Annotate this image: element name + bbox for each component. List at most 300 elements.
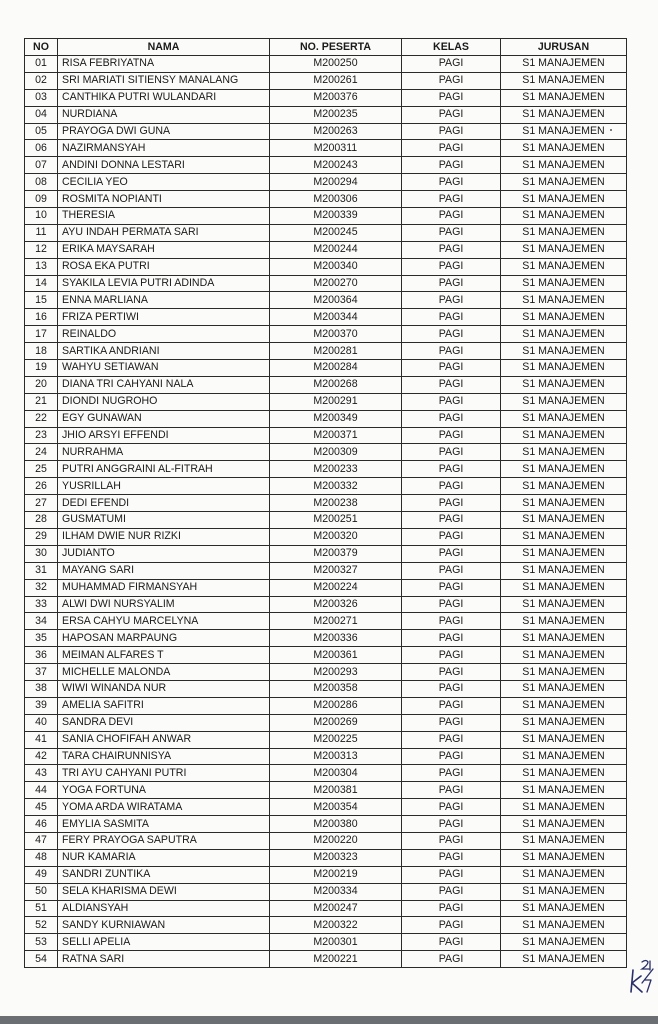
row-kelas: PAGI — [402, 106, 501, 123]
handwritten-initial-icon — [627, 956, 655, 996]
table-row — [25, 528, 627, 545]
row-no: 14 — [25, 275, 58, 292]
row-no: 44 — [25, 782, 58, 799]
row-jurusan: S1 MANAJEMEN — [501, 799, 627, 816]
row-no: 39 — [25, 697, 58, 714]
row-no: 18 — [25, 343, 58, 360]
row-nama: ROSA EKA PUTRI — [58, 258, 270, 275]
table-row — [25, 360, 627, 377]
row-no: 27 — [25, 495, 58, 512]
row-no: 22 — [25, 410, 58, 427]
row-no-peserta: M200349 — [270, 410, 402, 427]
row-no: 36 — [25, 647, 58, 664]
row-nama: SELA KHARISMA DEWI — [58, 883, 270, 900]
table-row — [25, 309, 627, 326]
row-jurusan: S1 MANAJEMEN — [501, 275, 627, 292]
row-kelas: PAGI — [402, 782, 501, 799]
row-kelas: PAGI — [402, 917, 501, 934]
row-no-peserta: M200371 — [270, 427, 402, 444]
row-kelas: PAGI — [402, 866, 501, 883]
row-kelas: PAGI — [402, 241, 501, 258]
table-header-row — [25, 39, 627, 56]
row-kelas: PAGI — [402, 596, 501, 613]
row-nama: SANDRA DEVI — [58, 714, 270, 731]
row-jurusan: S1 MANAJEMEN — [501, 410, 627, 427]
row-no: 42 — [25, 748, 58, 765]
table-row — [25, 579, 627, 596]
row-no: 09 — [25, 191, 58, 208]
row-kelas: PAGI — [402, 123, 501, 140]
row-no: 01 — [25, 56, 58, 73]
row-no-peserta: M200332 — [270, 478, 402, 495]
row-jurusan: S1 MANAJEMEN — [501, 917, 627, 934]
row-no: 06 — [25, 140, 58, 157]
row-no: 33 — [25, 596, 58, 613]
row-kelas: PAGI — [402, 832, 501, 849]
row-kelas: PAGI — [402, 174, 501, 191]
row-jurusan: S1 MANAJEMEN — [501, 664, 627, 681]
row-no: 52 — [25, 917, 58, 934]
row-kelas: PAGI — [402, 951, 501, 968]
row-no: 07 — [25, 157, 58, 174]
row-nama: SRI MARIATI SITIENSY MANALANG — [58, 72, 270, 89]
row-jurusan: S1 MANAJEMEN — [501, 376, 627, 393]
table-row — [25, 647, 627, 664]
table-row — [25, 832, 627, 849]
row-no: 45 — [25, 799, 58, 816]
row-nama: YOGA FORTUNA — [58, 782, 270, 799]
row-kelas: PAGI — [402, 56, 501, 73]
row-no-peserta: M200340 — [270, 258, 402, 275]
row-kelas: PAGI — [402, 89, 501, 106]
row-no-peserta: M200225 — [270, 731, 402, 748]
row-jurusan: S1 MANAJEMEN — [501, 258, 627, 275]
row-jurusan: S1 MANAJEMEN — [501, 191, 627, 208]
row-nama: AMELIA SAFITRI — [58, 697, 270, 714]
table-row — [25, 748, 627, 765]
row-no-peserta: M200320 — [270, 528, 402, 545]
row-kelas: PAGI — [402, 731, 501, 748]
row-jurusan: S1 MANAJEMEN — [501, 934, 627, 951]
row-jurusan: S1 MANAJEMEN — [501, 748, 627, 765]
row-nama: RISA FEBRIYATNA — [58, 56, 270, 73]
table-row — [25, 680, 627, 697]
row-nama: WAHYU SETIAWAN — [58, 360, 270, 377]
row-nama: ALWI DWI NURSYALIM — [58, 596, 270, 613]
row-no-peserta: M200244 — [270, 241, 402, 258]
row-no-peserta: M200224 — [270, 579, 402, 596]
row-no: 49 — [25, 866, 58, 883]
row-nama: CECILIA YEO — [58, 174, 270, 191]
row-no-peserta: M200379 — [270, 545, 402, 562]
row-kelas: PAGI — [402, 140, 501, 157]
row-nama: SYAKILA LEVIA PUTRI ADINDA — [58, 275, 270, 292]
table-row — [25, 208, 627, 225]
row-nama: DIONDI NUGROHO — [58, 393, 270, 410]
row-nama: MAYANG SARI — [58, 562, 270, 579]
row-nama: ALDIANSYAH — [58, 900, 270, 917]
row-jurusan: S1 MANAJEMEN — [501, 630, 627, 647]
header-nama: NAMA — [58, 39, 270, 56]
row-nama: FRIZA PERTIWI — [58, 309, 270, 326]
table-row — [25, 224, 627, 241]
row-no: 38 — [25, 680, 58, 697]
table-row — [25, 174, 627, 191]
table-row — [25, 343, 627, 360]
row-kelas: PAGI — [402, 157, 501, 174]
row-kelas: PAGI — [402, 562, 501, 579]
row-jurusan: S1 MANAJEMEN — [501, 714, 627, 731]
row-nama: ROSMITA NOPIANTI — [58, 191, 270, 208]
row-no: 23 — [25, 427, 58, 444]
row-jurusan: S1 MANAJEMEN — [501, 140, 627, 157]
row-kelas: PAGI — [402, 664, 501, 681]
row-kelas: PAGI — [402, 461, 501, 478]
row-kelas: PAGI — [402, 934, 501, 951]
row-nama: JHIO ARSYI EFFENDI — [58, 427, 270, 444]
row-jurusan: S1 MANAJEMEN — [501, 478, 627, 495]
row-jurusan: S1 MANAJEMEN — [501, 951, 627, 968]
row-kelas: PAGI — [402, 275, 501, 292]
row-jurusan: S1 MANAJEMEN — [501, 461, 627, 478]
row-kelas: PAGI — [402, 697, 501, 714]
row-no: 25 — [25, 461, 58, 478]
row-kelas: PAGI — [402, 292, 501, 309]
row-jurusan: S1 MANAJEMEN — [501, 579, 627, 596]
row-kelas: PAGI — [402, 495, 501, 512]
participant-table — [24, 38, 627, 968]
row-nama: MUHAMMAD FIRMANSYAH — [58, 579, 270, 596]
row-no-peserta: M200293 — [270, 664, 402, 681]
row-no-peserta: M200354 — [270, 799, 402, 816]
row-jurusan: S1 MANAJEMEN — [501, 56, 627, 73]
row-no-peserta: M200221 — [270, 951, 402, 968]
row-no-peserta: M200269 — [270, 714, 402, 731]
row-jurusan: S1 MANAJEMEN — [501, 765, 627, 782]
header-no: NO — [25, 39, 58, 56]
table-row — [25, 72, 627, 89]
row-kelas: PAGI — [402, 799, 501, 816]
row-no-peserta: M200376 — [270, 89, 402, 106]
row-no: 11 — [25, 224, 58, 241]
table-row — [25, 326, 627, 343]
row-jurusan: S1 MANAJEMEN — [501, 224, 627, 241]
row-no-peserta: M200219 — [270, 866, 402, 883]
table-row — [25, 393, 627, 410]
row-no-peserta: M200327 — [270, 562, 402, 579]
row-no-peserta: M200281 — [270, 343, 402, 360]
table-row — [25, 664, 627, 681]
row-jurusan: S1 MANAJEMEN — [501, 545, 627, 562]
row-no: 54 — [25, 951, 58, 968]
row-no-peserta: M200380 — [270, 816, 402, 833]
row-no-peserta: M200326 — [270, 596, 402, 613]
table-row — [25, 714, 627, 731]
table-row — [25, 478, 627, 495]
row-jurusan: S1 MANAJEMEN — [501, 123, 627, 140]
table-row — [25, 495, 627, 512]
row-no-peserta: M200243 — [270, 157, 402, 174]
row-no-peserta: M200344 — [270, 309, 402, 326]
row-no: 05 — [25, 123, 58, 140]
table-row — [25, 816, 627, 833]
row-nama: GUSMATUMI — [58, 512, 270, 529]
table-row — [25, 275, 627, 292]
row-no: 32 — [25, 579, 58, 596]
row-nama: ERSA CAHYU MARCELYNA — [58, 613, 270, 630]
row-no-peserta: M200313 — [270, 748, 402, 765]
table-row — [25, 765, 627, 782]
table-row — [25, 89, 627, 106]
header-jurusan: JURUSAN — [501, 39, 627, 56]
row-nama: NURDIANA — [58, 106, 270, 123]
row-no-peserta: M200381 — [270, 782, 402, 799]
row-no: 15 — [25, 292, 58, 309]
table-row — [25, 731, 627, 748]
row-kelas: PAGI — [402, 343, 501, 360]
table-row — [25, 697, 627, 714]
row-no-peserta: M200235 — [270, 106, 402, 123]
row-nama: TRI AYU CAHYANI PUTRI — [58, 765, 270, 782]
table-row — [25, 596, 627, 613]
row-no-peserta: M200250 — [270, 56, 402, 73]
row-nama: HAPOSAN MARPAUNG — [58, 630, 270, 647]
table-row — [25, 157, 627, 174]
row-no-peserta: M200304 — [270, 765, 402, 782]
table-body — [25, 56, 627, 968]
row-jurusan: S1 MANAJEMEN — [501, 106, 627, 123]
row-nama: JUDIANTO — [58, 545, 270, 562]
row-no-peserta: M200306 — [270, 191, 402, 208]
scan-speck — [610, 129, 612, 131]
row-no-peserta: M200233 — [270, 461, 402, 478]
row-kelas: PAGI — [402, 680, 501, 697]
row-no-peserta: M200361 — [270, 647, 402, 664]
row-nama: AYU INDAH PERMATA SARI — [58, 224, 270, 241]
row-nama: SANDRI ZUNTIKA — [58, 866, 270, 883]
table-row — [25, 799, 627, 816]
row-no-peserta: M200370 — [270, 326, 402, 343]
row-kelas: PAGI — [402, 360, 501, 377]
row-no: 19 — [25, 360, 58, 377]
row-jurusan: S1 MANAJEMEN — [501, 697, 627, 714]
row-jurusan: S1 MANAJEMEN — [501, 680, 627, 697]
row-kelas: PAGI — [402, 714, 501, 731]
table-row — [25, 849, 627, 866]
row-nama: FERY PRAYOGA SAPUTRA — [58, 832, 270, 849]
row-no: 50 — [25, 883, 58, 900]
row-no: 24 — [25, 444, 58, 461]
row-no-peserta: M200261 — [270, 72, 402, 89]
row-no: 17 — [25, 326, 58, 343]
header-no-peserta: NO. PESERTA — [270, 39, 402, 56]
row-no: 31 — [25, 562, 58, 579]
row-no-peserta: M200339 — [270, 208, 402, 225]
row-no: 13 — [25, 258, 58, 275]
row-nama: DIANA TRI CAHYANI NALA — [58, 376, 270, 393]
row-no-peserta: M200268 — [270, 376, 402, 393]
row-kelas: PAGI — [402, 444, 501, 461]
row-kelas: PAGI — [402, 376, 501, 393]
row-kelas: PAGI — [402, 393, 501, 410]
row-no: 47 — [25, 832, 58, 849]
row-no: 43 — [25, 765, 58, 782]
row-no: 12 — [25, 241, 58, 258]
table-row — [25, 512, 627, 529]
row-no-peserta: M200322 — [270, 917, 402, 934]
row-no: 30 — [25, 545, 58, 562]
row-nama: PRAYOGA DWI GUNA — [58, 123, 270, 140]
row-kelas: PAGI — [402, 528, 501, 545]
table-row — [25, 376, 627, 393]
row-jurusan: S1 MANAJEMEN — [501, 241, 627, 258]
row-no-peserta: M200301 — [270, 934, 402, 951]
row-nama: ANDINI DONNA LESTARI — [58, 157, 270, 174]
row-kelas: PAGI — [402, 478, 501, 495]
row-no: 26 — [25, 478, 58, 495]
table-row — [25, 444, 627, 461]
row-no-peserta: M200271 — [270, 613, 402, 630]
row-nama: ENNA MARLIANA — [58, 292, 270, 309]
table-row — [25, 562, 627, 579]
row-jurusan: S1 MANAJEMEN — [501, 512, 627, 529]
row-no: 10 — [25, 208, 58, 225]
row-jurusan: S1 MANAJEMEN — [501, 326, 627, 343]
table-row — [25, 241, 627, 258]
row-no: 35 — [25, 630, 58, 647]
row-jurusan: S1 MANAJEMEN — [501, 562, 627, 579]
row-jurusan: S1 MANAJEMEN — [501, 89, 627, 106]
row-jurusan: S1 MANAJEMEN — [501, 883, 627, 900]
row-nama: TARA CHAIRUNNISYA — [58, 748, 270, 765]
row-no-peserta: M200238 — [270, 495, 402, 512]
table-row — [25, 545, 627, 562]
row-kelas: PAGI — [402, 816, 501, 833]
row-jurusan: S1 MANAJEMEN — [501, 72, 627, 89]
row-jurusan: S1 MANAJEMEN — [501, 360, 627, 377]
table-row — [25, 630, 627, 647]
row-no-peserta: M200294 — [270, 174, 402, 191]
row-no: 02 — [25, 72, 58, 89]
row-jurusan: S1 MANAJEMEN — [501, 849, 627, 866]
table-row — [25, 883, 627, 900]
row-kelas: PAGI — [402, 224, 501, 241]
row-jurusan: S1 MANAJEMEN — [501, 444, 627, 461]
header-kelas: KELAS — [402, 39, 501, 56]
row-jurusan: S1 MANAJEMEN — [501, 731, 627, 748]
row-no: 51 — [25, 900, 58, 917]
row-jurusan: S1 MANAJEMEN — [501, 309, 627, 326]
row-jurusan: S1 MANAJEMEN — [501, 816, 627, 833]
row-jurusan: S1 MANAJEMEN — [501, 782, 627, 799]
table-row — [25, 191, 627, 208]
row-no-peserta: M200263 — [270, 123, 402, 140]
row-jurusan: S1 MANAJEMEN — [501, 208, 627, 225]
row-nama: YOMA ARDA WIRATAMA — [58, 799, 270, 816]
row-nama: NUR KAMARIA — [58, 849, 270, 866]
table-row — [25, 258, 627, 275]
row-nama: NURRAHMA — [58, 444, 270, 461]
row-kelas: PAGI — [402, 748, 501, 765]
row-no-peserta: M200245 — [270, 224, 402, 241]
row-no: 40 — [25, 714, 58, 731]
row-jurusan: S1 MANAJEMEN — [501, 528, 627, 545]
row-no: 28 — [25, 512, 58, 529]
row-nama: YUSRILLAH — [58, 478, 270, 495]
table-row — [25, 140, 627, 157]
row-kelas: PAGI — [402, 72, 501, 89]
row-no-peserta: M200323 — [270, 849, 402, 866]
row-no-peserta: M200334 — [270, 883, 402, 900]
row-no: 41 — [25, 731, 58, 748]
row-no: 48 — [25, 849, 58, 866]
row-nama: SANDY KURNIAWAN — [58, 917, 270, 934]
row-kelas: PAGI — [402, 900, 501, 917]
row-kelas: PAGI — [402, 647, 501, 664]
row-no-peserta: M200286 — [270, 697, 402, 714]
row-kelas: PAGI — [402, 410, 501, 427]
row-nama: SARTIKA ANDRIANI — [58, 343, 270, 360]
row-kelas: PAGI — [402, 765, 501, 782]
row-no: 53 — [25, 934, 58, 951]
row-no-peserta: M200247 — [270, 900, 402, 917]
table-row — [25, 461, 627, 478]
row-kelas: PAGI — [402, 309, 501, 326]
row-nama: NAZIRMANSYAH — [58, 140, 270, 157]
row-nama: MEIMAN ALFARES T — [58, 647, 270, 664]
row-kelas: PAGI — [402, 208, 501, 225]
row-jurusan: S1 MANAJEMEN — [501, 157, 627, 174]
row-jurusan: S1 MANAJEMEN — [501, 393, 627, 410]
table-row — [25, 917, 627, 934]
row-nama: DEDI EFENDI — [58, 495, 270, 512]
row-jurusan: S1 MANAJEMEN — [501, 647, 627, 664]
row-no-peserta: M200358 — [270, 680, 402, 697]
row-jurusan: S1 MANAJEMEN — [501, 343, 627, 360]
row-jurusan: S1 MANAJEMEN — [501, 596, 627, 613]
row-jurusan: S1 MANAJEMEN — [501, 900, 627, 917]
table-row — [25, 782, 627, 799]
row-kelas: PAGI — [402, 630, 501, 647]
row-nama: MICHELLE MALONDA — [58, 664, 270, 681]
row-no: 21 — [25, 393, 58, 410]
row-no-peserta: M200284 — [270, 360, 402, 377]
row-kelas: PAGI — [402, 613, 501, 630]
row-no-peserta: M200220 — [270, 832, 402, 849]
row-nama: EMYLIA SASMITA — [58, 816, 270, 833]
row-nama: REINALDO — [58, 326, 270, 343]
row-nama: WIWI WINANDA NUR — [58, 680, 270, 697]
row-no: 03 — [25, 89, 58, 106]
row-nama: THERESIA — [58, 208, 270, 225]
scan-bottom-edge — [0, 1016, 658, 1024]
row-kelas: PAGI — [402, 326, 501, 343]
table-row — [25, 123, 627, 140]
row-no: 08 — [25, 174, 58, 191]
row-jurusan: S1 MANAJEMEN — [501, 174, 627, 191]
table-row — [25, 951, 627, 968]
table-row — [25, 292, 627, 309]
row-no-peserta: M200364 — [270, 292, 402, 309]
row-jurusan: S1 MANAJEMEN — [501, 866, 627, 883]
row-kelas: PAGI — [402, 427, 501, 444]
participant-list-sheet — [24, 38, 626, 968]
row-no-peserta: M200270 — [270, 275, 402, 292]
row-no: 34 — [25, 613, 58, 630]
table-row — [25, 900, 627, 917]
row-nama: EGY GUNAWAN — [58, 410, 270, 427]
row-no: 46 — [25, 816, 58, 833]
